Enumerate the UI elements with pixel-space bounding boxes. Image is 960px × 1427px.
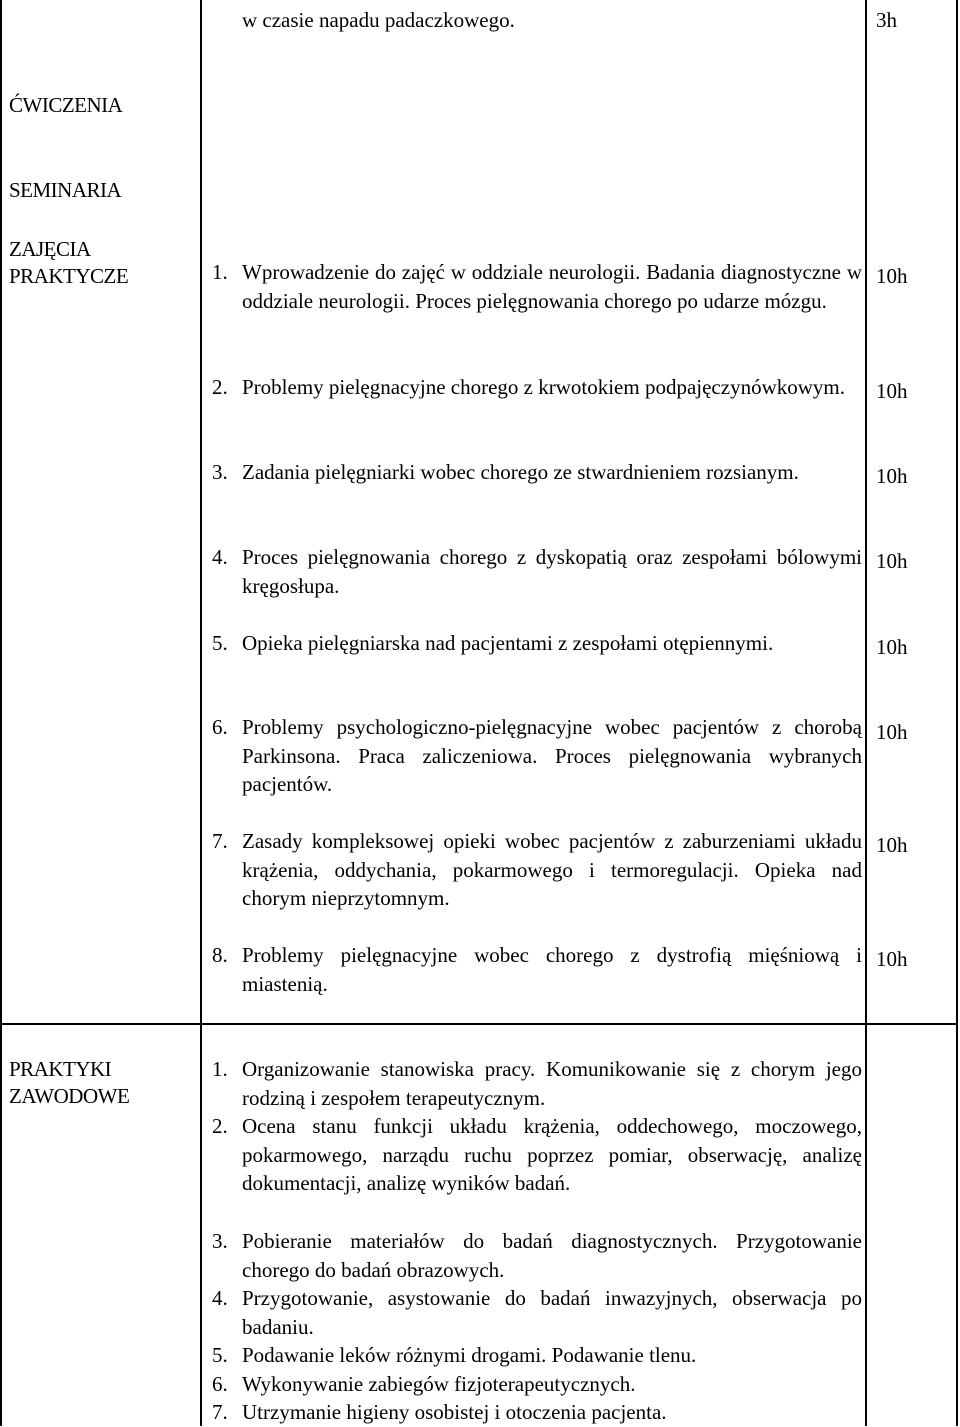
item-hours: 10h <box>876 464 908 488</box>
section-praktyki-line2: ZAWODOWE <box>9 1084 130 1108</box>
list-item: Zasady kompleksowej opieki wobec pacjentów z zaburzeniami układu krążenia, oddychania, pokarmowego i termoregulacji. Opieka nad chorym nieprzytomnym. <box>242 829 862 910</box>
item-hours: 10h <box>876 947 908 971</box>
list-item: Problemy pielęgnacyjne wobec chorego z dystrofią mięśniową i miastenią. <box>242 943 862 996</box>
list-item: Wykonywanie zabiegów fizjoterapeutycznych. <box>242 1372 636 1396</box>
list-item-number: 3. <box>212 460 228 484</box>
section-praktyki-line1: PRAKTYKI <box>9 1057 112 1081</box>
table-border-col1 <box>200 0 202 1426</box>
table-border-right <box>956 0 958 1426</box>
list-item: Problemy psychologiczno-pielęgnacyjne wobec pacjentów z chorobą Parkinsona. Praca zaliczeniowa. Proces pielęgnowania wybranych pacjentów. <box>242 715 862 796</box>
list-item: Przygotowanie, asystowanie do badań inwazyjnych, obserwacja po badaniu. <box>242 1286 862 1339</box>
item-hours: 10h <box>876 264 908 288</box>
section-cwiczenia: ĆWICZENIA <box>9 93 123 117</box>
list-item-number: 7. <box>212 829 228 853</box>
top-row-hours: 3h <box>876 8 897 32</box>
list-item-number: 1. <box>212 1057 228 1081</box>
list-item-number: 5. <box>212 1343 228 1367</box>
section-zajecia-line1: ZAJĘCIA <box>9 237 91 261</box>
list-item-number: 2. <box>212 375 228 399</box>
item-hours: 10h <box>876 635 908 659</box>
list-item: Utrzymanie higieny osobistej i otoczenia pacjenta. <box>242 1400 667 1424</box>
list-item: Proces pielęgnowania chorego z dyskopatią oraz zespołami bólowymi kręgosłupa. <box>242 545 862 598</box>
list-item-number: 4. <box>212 545 228 569</box>
list-item: Podawanie leków różnymi drogami. Podawanie tlenu. <box>242 1343 697 1367</box>
list-item-number: 5. <box>212 631 228 655</box>
list-item-number: 3. <box>212 1229 228 1253</box>
list-item: Ocena stanu funkcji układu krążenia, oddechowego, moczowego, pokarmowego, narządu ruchu poprzez pomiar, obserwację, analizę dokumentacji, analizę wyników badań. <box>242 1114 862 1195</box>
list-item-number: 2. <box>212 1114 228 1138</box>
list-item: Organizowanie stanowiska pracy. Komunikowanie się z chorym jego rodziną i zespołem terapeutycznym. <box>242 1057 862 1110</box>
list-item: Zadania pielęgniarki wobec chorego ze stwardnieniem rozsianym. <box>242 460 799 484</box>
section-seminaria: SEMINARIA <box>9 178 122 202</box>
list-item-number: 8. <box>212 943 228 967</box>
list-item: Pobieranie materiałów do badań diagnostycznych. Przygotowanie chorego do badań obrazowych. <box>242 1229 862 1282</box>
item-hours: 10h <box>876 720 908 744</box>
list-item-number: 4. <box>212 1286 228 1310</box>
list-item-number: 6. <box>212 715 228 739</box>
list-item-number: 1. <box>212 260 228 284</box>
item-hours: 10h <box>876 833 908 857</box>
table-row-divider <box>0 1023 958 1025</box>
section-zajecia-line2: PRAKTYCZE <box>9 264 129 288</box>
list-item: Problemy pielęgnacyjne chorego z krwotokiem podpajęczynówkowym. <box>242 375 845 399</box>
item-hours: 10h <box>876 549 908 573</box>
list-item-number: 6. <box>212 1372 228 1396</box>
top-row-text: w czasie napadu padaczkowego. <box>242 8 515 32</box>
table-border-col2 <box>865 0 867 1426</box>
list-item-number: 7. <box>212 1400 228 1424</box>
table-border-left <box>0 0 2 1426</box>
list-item: Wprowadzenie do zajęć w oddziale neurologii. Badania diagnostyczne w oddziale neurologii. Proces pielęgnowania chorego po udarze mózgu. <box>242 260 862 313</box>
list-item: Opieka pielęgniarska nad pacjentami z zespołami otępiennymi. <box>242 631 774 655</box>
item-hours: 10h <box>876 379 908 403</box>
